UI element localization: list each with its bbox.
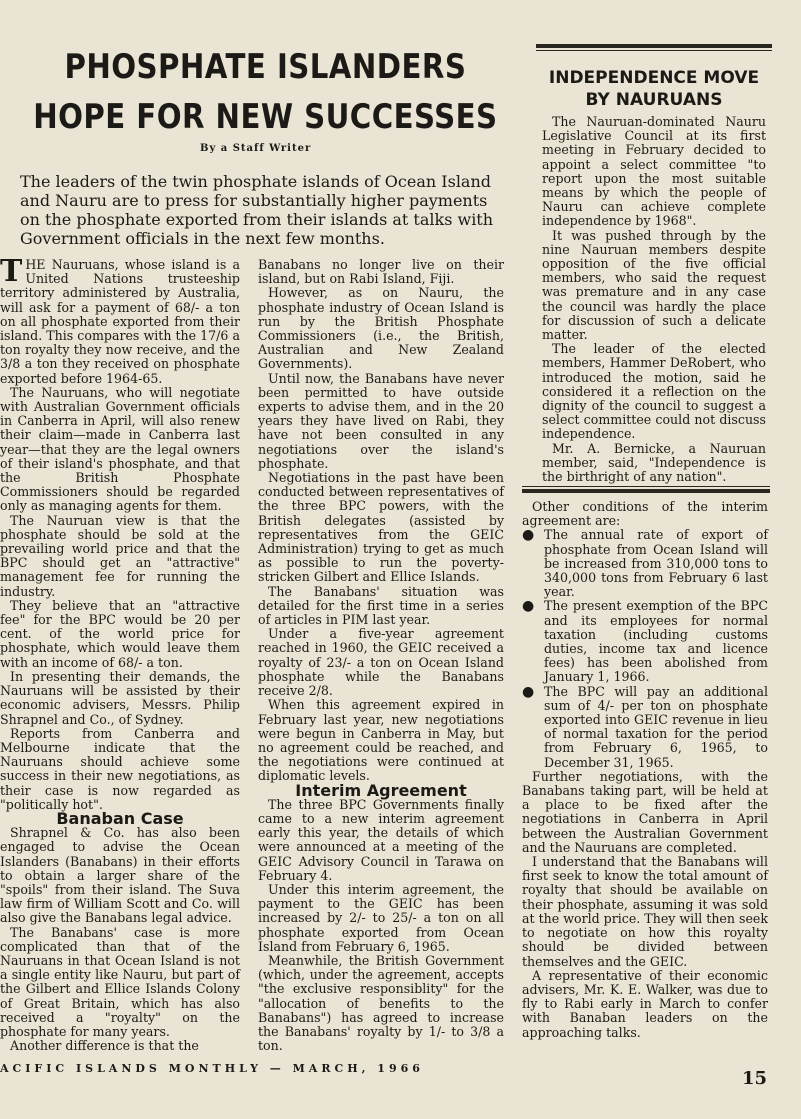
divider [536,44,772,48]
headline: PHOSPHATE ISLANDERS HOPE FOR NEW SUCCESSES [33,47,498,137]
paragraph: Meanwhile, the British Government (which, under the agreement, accepts "the exclusive responsiblity" for the "allocation of benefits to the Banabans") has agreed to increase the Banabans' royalty by 1/- to 3/8 a ton. [258,952,504,1054]
paragraph: Under a five-year agreement reached in 1960, the GEIC received a royalty of 23/- a ton on Ocean Island phosphate while the Banabans receive 2/8. [258,626,504,699]
paragraph: The Nauruan view is that the phosphate should be sold at the prevailing world price and that the BPC should get an "attractive" management fee for running the industry. [0,512,240,599]
paragraph: Negotiations in the past have been conducted between representatives of the three BPC powers, with the British delegates (assisted by representatives from the GEIC Administration) trying to get as much as possible to run the poverty-stricken Gilbert and Ellice Islands. [258,470,504,585]
paragraph: Shrapnel & Co. has also been engaged to advise the Ocean Islanders (Banabans) in their efforts to obtain a larger share of the "spoils" from their island. The Suva law firm of William Scott and Co. will also give the Banabans legal advice. [0,825,240,926]
intro-paragraph: The leaders of the twin phosphate islands of Ocean Island and Nauru are to press for substantially higher payments on the phosphate exported from their islands at talks with Government officials in the next few months. [20,172,494,248]
sidebar-bottom-rule [522,484,770,493]
bullet-text: The present exemption of the BPC and its employees for normal taxation (including customs duties, income tax and licence fees) has been abolished from January 1, 1966. [544,598,768,685]
divider [522,489,770,493]
bullet-item [522,528,768,599]
drop-cap: T [0,254,23,289]
subheading-banaban-case: Banaban Case [56,808,184,828]
bullet-item [522,599,768,684]
article-column-3 [522,500,768,1040]
paragraph: Under this interim agreement, the payment to the GEIC has been increased by 2/- to 25/- a ton on all phosphate exported from Ocean Island from February 6, 1965. [258,881,504,954]
paragraph: The Banabans' case is more complicated than that of the Nauruans in that Ocean Island is not a single entity like Nauru, but part of the Gilbert and Ellice Islands Colony of Great Britain, which has also received a "royalty" on the phosphate for many years. [0,924,240,1039]
paragraph: The Nauruans, who will negotiate with Australian Government officials in Canberra in April, will also renew their claim—made in Canberra last year—that they are the legal owners of their island's phosphate, and that the British Phosphate Commissioners should be regarded only as managing agents for them. [0,384,240,514]
bullet-icon: ● [522,527,535,544]
divider [536,50,772,51]
paragraph: Another difference is that the [10,1038,199,1054]
paragraph: The Nauruan-dominated Nauru Legislative Council at its first meeting in February decided to appoint a select committee "to report upon the most suitable means by which the people of Nauru can achieve complete independence by 1968". [542,114,766,229]
paragraph: Reports from Canberra and Melbourne indicate that the Nauruans should achieve some success in their new negotiations, as their case is now regarded as "politically hot". [0,725,240,812]
paragraph: However, as on Nauru, the phosphate industry of Ocean Island is run by the British Phosphate Commissioners (i.e., the British, Australian and New Zealand Governments). [258,285,504,372]
paragraph: When this agreement expired in February last year, new negotiations were begun in Canberra in May, but no agreement could be reached, and the negotiations were continued at diplomatic levels. [258,697,504,784]
page-number: 15 [742,1068,768,1089]
paragraph: HE Nauruans, whose island is a United Nations trusteeship territory administered by Australia, will ask for a payment of 68/- a ton on all phosphate exported from their island. This compares with the 17/6 a ton royalty they now receive, and the 3/8 a ton they received on phosphate exported before 1964-65. [0,257,240,386]
bullet-text: The BPC will pay an additional sum of 4/- per ton on phosphate exported into GEIC revenue in lieu of normal taxation for the period from February 6, 1965, to December 31, 1965. [544,683,768,770]
paragraph: Mr. A. Bernicke, a Nauruan member, said, "Independence is the birthright of any nation". [542,440,766,485]
bullet-icon: ● [522,598,535,615]
paragraph: Banabans no longer live on their island, but on Rabi Island, Fiji. [258,257,504,287]
paragraph: The leader of the elected members, Hammer DeRobert, who introduced the motion, said he considered it a reflection on the dignity of the council to suggest a select committee could not discuss independence. [542,341,766,442]
divider [522,486,770,487]
sidebar-title: INDEPENDENCE MOVE BY NAURUANS [548,68,760,110]
paragraph: Further negotiations, with the Banabans taking part, will be held at a place to be fixed after the negotiations in Canberra in April between the Australian Government and the Nauruans are completed. [522,768,768,855]
paragraph: They believe that an "attractive fee" for the BPC would be 20 per cent. of the world price for phosphate, which would leave them with an income of 68/- a ton. [0,597,240,670]
paragraph: A representative of their economic advisers, Mr. K. E. Walker, was due to fly to Rabi early in March to confer with Banaban leaders on the approaching talks. [522,967,768,1040]
paragraph: It was pushed through by the nine Nauruan members despite opposition of the five official members, who said the request was premature and in any case the council was hardly the place for discussion of such a delicate matter. [542,227,766,343]
article-column-2 [258,258,504,1053]
sidebar-box [536,44,772,484]
paragraph: I understand that the Banabans will first seek to know the total amount of royalty that should be available on their phosphate, assuming it was sold at the world price. They will then seek to negotiate on how this royalty should be divided between themselves and the GEIC. [522,854,768,969]
paragraph: In presenting their demands, the Nauruans will be assisted by their economic advisers, Messrs. Philip Shrapnel and Co., of Sydney. [0,668,240,727]
paragraph: The Banabans' situation was detailed for the first time in a series of articles in PIM last year. [258,583,504,628]
paragraph: The three BPC Governments finally came to a new interim agreement early this year, the details of which were announced at a meeting of the GEIC Advisory Council in Tarawa on February 4. [258,796,504,883]
sidebar-body [536,115,772,484]
paragraph: Until now, the Banabans have never been permitted to have outside experts to advise them, and in the 20 years they have lived on Rabi, they have not been consulted in any negotiations over the island's phosphate. [258,370,504,471]
byline: By a Staff Writer [200,143,312,154]
bullet-item [522,685,768,770]
bullet-icon: ● [522,683,535,700]
article-column-1 [0,254,240,1054]
paragraph: Other conditions of the interim agreement are: [522,499,768,529]
subheading-interim-agreement: Interim Agreement [295,780,467,800]
bullet-text: The annual rate of export of phosphate from Ocean Island will be increased from 310,000 tons to 340,000 tons from February 6 last year. [544,527,768,600]
running-footer: ACIFIC ISLANDS MONTHLY — MARCH, 1966 [0,1062,424,1075]
